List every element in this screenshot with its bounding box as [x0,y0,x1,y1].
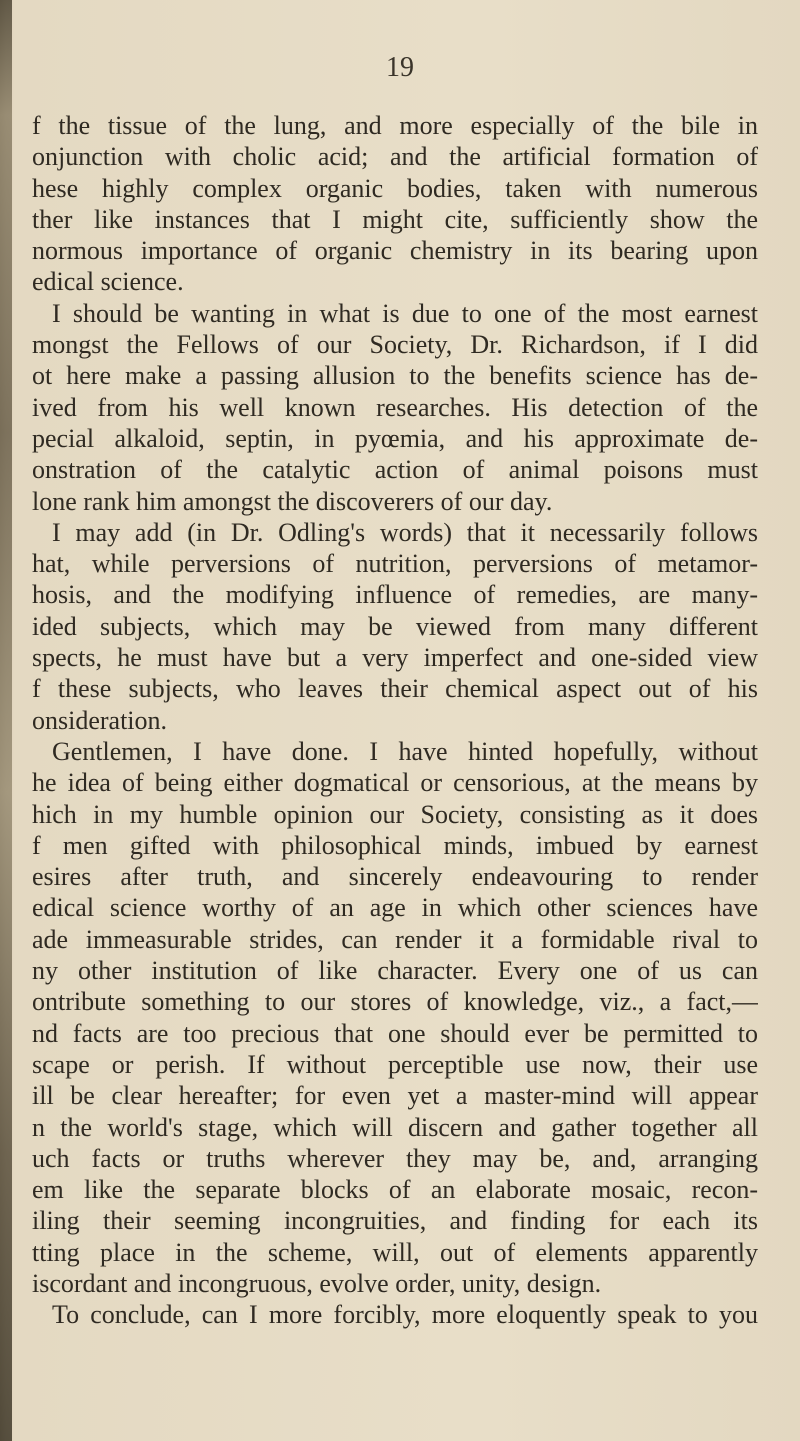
text-line: edical science. [32,267,184,297]
text-line: spects, he must have but a very imperfect and one-sided view [32,643,758,673]
text-line: ther like instances that I might cite, sufficiently show the [32,204,758,234]
text-line: esires after truth, and sincerely endeavouring to render [32,862,758,892]
text-line: To conclude, can I more forcibly, more eloquently speak to you [52,1300,758,1330]
binding-gutter [0,0,12,1441]
text-line: ny other institution of like character. Every one of us can [32,956,758,986]
text-line: lone rank him amongst the discoverers of our day. [32,486,553,516]
text-line: ived from his well known researches. His detection of the [32,392,758,422]
text-line: iling their seeming incongruities, and finding for each its [32,1206,758,1236]
text-line: ot here make a passing allusion to the benefits science has de- [32,361,758,391]
text-line: normous importance of organic chemistry in its bearing upon [32,236,758,266]
text-line: hosis, and the modifying influence of remedies, are many- [32,580,758,610]
text-line: he idea of being either dogmatical or censorious, at the means by [32,768,758,798]
text-line: scape or perish. If without perceptible use now, their use [32,1049,758,1079]
text-line: ontribute something to our stores of knowledge, viz., a fact,— [32,987,758,1017]
text-line: onstration of the catalytic action of animal poisons must [32,455,758,485]
text-line: tting place in the scheme, will, out of elements apparently [32,1237,758,1267]
text-line: f men gifted with philosophical minds, imbued by earnest [32,830,758,860]
text-line: onjunction with cholic acid; and the artificial formation of [32,142,758,172]
text-line: mongst the Fellows of our Society, Dr. Richardson, if I did [32,330,758,360]
text-line: onsideration. [32,705,168,735]
text-line: hich in my humble opinion our Society, consisting as it does [32,799,758,829]
text-line: I should be wanting in what is due to one of the most earnest [52,298,758,328]
text-line: nd facts are too precious that one should ever be permitted to [32,1018,758,1048]
text-line: f the tissue of the lung, and more especially of the bile in [32,111,758,140]
page-number: 19 [386,52,414,83]
text-line: I may add (in Dr. Odling's words) that it necessarily follows [52,517,758,547]
text-line: em like the separate blocks of an elaborate mosaic, recon- [32,1175,758,1205]
body-text [32,110,758,1331]
text-line: ided subjects, which may be viewed from many different [32,611,758,641]
text-line: n the world's stage, which will discern and gather together all [32,1112,758,1142]
text-line: hese highly complex organic bodies, taken with numerous [32,173,758,203]
text-line: f these subjects, who leaves their chemical aspect out of his [32,674,758,704]
text-line: iscordant and incongruous, evolve order, unity, design. [32,1268,602,1298]
text-line: Gentlemen, I have done. I have hinted hopefully, without [52,736,758,766]
text-line: edical science worthy of an age in which other sciences have [32,893,758,923]
text-line: ade immeasurable strides, can render it a formidable rival to [32,924,758,954]
text-line: pecial alkaloid, septin, in pyœmia, and his approximate de- [32,423,758,453]
text-line: hat, while perversions of nutrition, perversions of metamor- [32,549,758,579]
text-line: ill be clear hereafter; for even yet a master-mind will appear [32,1081,758,1111]
text-line: uch facts or truths wherever they may be, and, arranging [32,1143,758,1173]
